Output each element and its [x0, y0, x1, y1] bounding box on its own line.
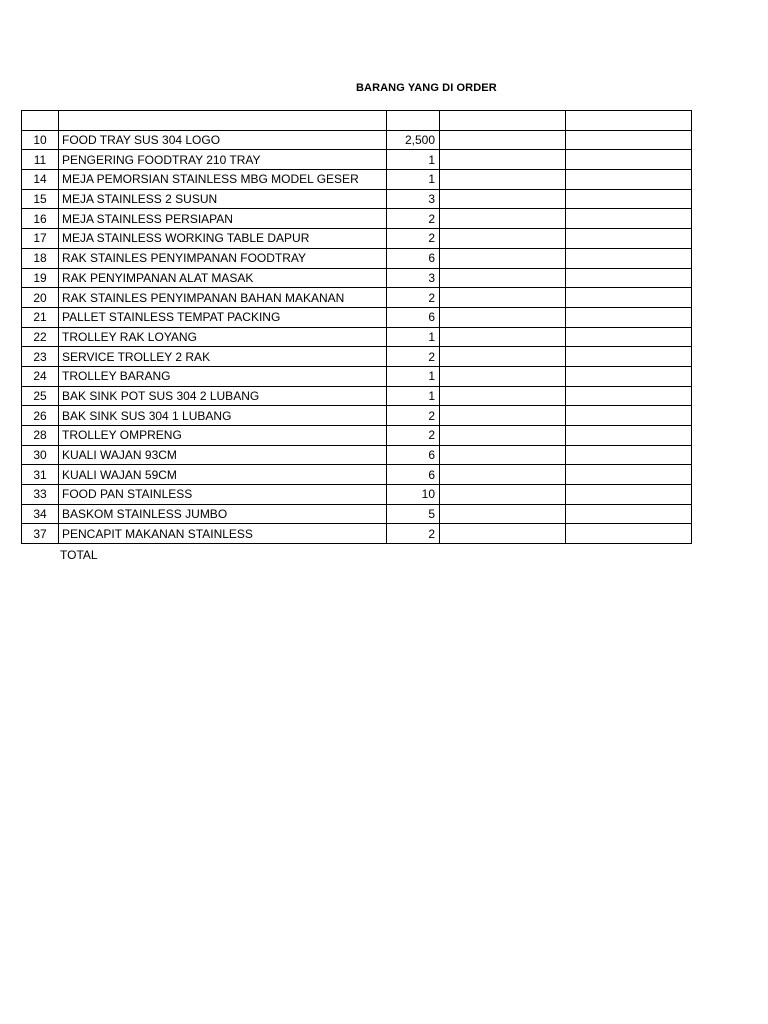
row-number-cell: 15 [22, 189, 59, 209]
quantity-cell: 2 [387, 524, 440, 544]
item-name-cell: MEJA STAINLESS PERSIAPAN [59, 209, 387, 229]
row-number-cell: 25 [22, 386, 59, 406]
quantity-cell: 1 [387, 170, 440, 190]
empty-cell [440, 327, 566, 347]
item-name-cell: PENGERING FOODTRAY 210 TRAY [59, 150, 387, 170]
quantity-cell: 5 [387, 504, 440, 524]
empty-cell [566, 189, 692, 209]
table-row [22, 524, 692, 544]
table-row [22, 307, 692, 327]
table-row [22, 465, 692, 485]
empty-cell [440, 130, 566, 150]
table-row [22, 485, 692, 505]
item-name-cell: FOOD TRAY SUS 304 LOGO [59, 130, 387, 150]
table-row [22, 209, 692, 229]
item-name-cell: RAK STAINLES PENYIMPANAN FOODTRAY [59, 248, 387, 268]
table-row [22, 248, 692, 268]
item-name-cell: TROLLEY OMPRENG [59, 426, 387, 446]
header-cell-extra-2 [566, 111, 692, 131]
item-name-cell: BAK SINK SUS 304 1 LUBANG [59, 406, 387, 426]
row-number-cell: 16 [22, 209, 59, 229]
row-number-cell: 14 [22, 170, 59, 190]
row-number-cell: 18 [22, 248, 59, 268]
empty-cell [566, 426, 692, 446]
empty-cell [440, 229, 566, 249]
row-number-cell: 23 [22, 347, 59, 367]
empty-cell [566, 248, 692, 268]
item-name-cell: RAK PENYIMPANAN ALAT MASAK [59, 268, 387, 288]
quantity-cell: 6 [387, 445, 440, 465]
table-row [22, 366, 692, 386]
row-number-cell: 34 [22, 504, 59, 524]
empty-cell [566, 209, 692, 229]
table-row [22, 268, 692, 288]
empty-cell [566, 406, 692, 426]
item-name-cell: SERVICE TROLLEY 2 RAK [59, 347, 387, 367]
item-name-cell: MEJA STAINLESS 2 SUSUN [59, 189, 387, 209]
table-row [22, 504, 692, 524]
header-cell-item [59, 111, 387, 131]
empty-cell [440, 170, 566, 190]
item-name-cell: KUALI WAJAN 59CM [59, 465, 387, 485]
table-row [22, 327, 692, 347]
row-number-cell: 24 [22, 366, 59, 386]
empty-cell [440, 465, 566, 485]
table-row [22, 288, 692, 308]
empty-cell [440, 485, 566, 505]
empty-cell [440, 248, 566, 268]
row-number-cell: 37 [22, 524, 59, 544]
empty-cell [440, 366, 566, 386]
table-row [22, 347, 692, 367]
empty-cell [440, 288, 566, 308]
empty-cell [566, 327, 692, 347]
empty-cell [440, 150, 566, 170]
header-row [22, 111, 692, 131]
empty-cell [566, 150, 692, 170]
empty-cell [440, 307, 566, 327]
quantity-cell: 2 [387, 406, 440, 426]
quantity-cell: 1 [387, 327, 440, 347]
empty-cell [566, 170, 692, 190]
empty-cell [566, 386, 692, 406]
empty-cell [440, 268, 566, 288]
quantity-cell: 6 [387, 248, 440, 268]
quantity-cell: 1 [387, 386, 440, 406]
empty-cell [566, 268, 692, 288]
row-number-cell: 30 [22, 445, 59, 465]
table-row [22, 170, 692, 190]
item-name-cell: FOOD PAN STAINLESS [59, 485, 387, 505]
empty-cell [566, 465, 692, 485]
table-row [22, 406, 692, 426]
header-cell-no [22, 111, 59, 131]
row-number-cell: 31 [22, 465, 59, 485]
order-table-body [22, 111, 692, 544]
row-number-cell: 33 [22, 485, 59, 505]
empty-cell [566, 229, 692, 249]
empty-cell [440, 209, 566, 229]
table-row [22, 189, 692, 209]
empty-cell [440, 386, 566, 406]
row-number-cell: 17 [22, 229, 59, 249]
quantity-cell: 1 [387, 150, 440, 170]
row-number-cell: 20 [22, 288, 59, 308]
order-table [21, 110, 692, 544]
empty-cell [566, 485, 692, 505]
quantity-cell: 6 [387, 307, 440, 327]
quantity-cell: 3 [387, 189, 440, 209]
item-name-cell: PENCAPIT MAKANAN STAINLESS [59, 524, 387, 544]
row-number-cell: 10 [22, 130, 59, 150]
table-row [22, 386, 692, 406]
quantity-cell: 2 [387, 426, 440, 446]
empty-cell [440, 524, 566, 544]
quantity-cell: 2,500 [387, 130, 440, 150]
empty-cell [566, 445, 692, 465]
item-name-cell: BAK SINK POT SUS 304 2 LUBANG [59, 386, 387, 406]
quantity-cell: 1 [387, 366, 440, 386]
document-title: BARANG YANG DI ORDER [356, 82, 497, 94]
empty-cell [566, 288, 692, 308]
empty-cell [566, 307, 692, 327]
item-name-cell: MEJA STAINLESS WORKING TABLE DAPUR [59, 229, 387, 249]
item-name-cell: KUALI WAJAN 93CM [59, 445, 387, 465]
empty-cell [440, 504, 566, 524]
item-name-cell: TROLLEY RAK LOYANG [59, 327, 387, 347]
empty-cell [440, 445, 566, 465]
table-row [22, 150, 692, 170]
empty-cell [566, 504, 692, 524]
item-name-cell: BASKOM STAINLESS JUMBO [59, 504, 387, 524]
quantity-cell: 2 [387, 347, 440, 367]
table-row [22, 445, 692, 465]
table-row [22, 426, 692, 446]
empty-cell [566, 366, 692, 386]
empty-cell [440, 347, 566, 367]
total-label: TOTAL [60, 548, 98, 562]
row-number-cell: 26 [22, 406, 59, 426]
item-name-cell: PALLET STAINLESS TEMPAT PACKING [59, 307, 387, 327]
row-number-cell: 11 [22, 150, 59, 170]
empty-cell [566, 347, 692, 367]
empty-cell [440, 189, 566, 209]
empty-cell [440, 406, 566, 426]
row-number-cell: 28 [22, 426, 59, 446]
header-cell-extra-1 [440, 111, 566, 131]
table-row [22, 229, 692, 249]
empty-cell [440, 426, 566, 446]
row-number-cell: 22 [22, 327, 59, 347]
row-number-cell: 21 [22, 307, 59, 327]
quantity-cell: 10 [387, 485, 440, 505]
quantity-cell: 6 [387, 465, 440, 485]
quantity-cell: 2 [387, 229, 440, 249]
quantity-cell: 3 [387, 268, 440, 288]
item-name-cell: MEJA PEMORSIAN STAINLESS MBG MODEL GESER [59, 170, 387, 190]
empty-cell [566, 130, 692, 150]
table-row [22, 130, 692, 150]
row-number-cell: 19 [22, 268, 59, 288]
item-name-cell: RAK STAINLES PENYIMPANAN BAHAN MAKANAN [59, 288, 387, 308]
header-cell-qty [387, 111, 440, 131]
empty-cell [566, 524, 692, 544]
quantity-cell: 2 [387, 209, 440, 229]
quantity-cell: 2 [387, 288, 440, 308]
item-name-cell: TROLLEY BARANG [59, 366, 387, 386]
